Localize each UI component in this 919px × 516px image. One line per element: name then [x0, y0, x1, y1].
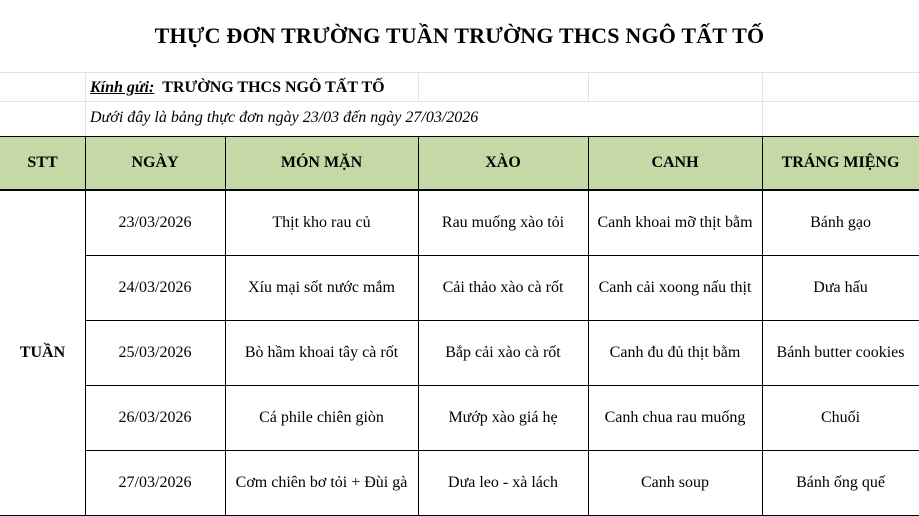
- stir-fry-cell: Mướp xào giá hẹ: [448, 408, 558, 426]
- dessert-cell: Bánh ống quế: [796, 473, 885, 491]
- table-border: [225, 136, 226, 515]
- stir-fry-cell: Cải thảo xào cà rốt: [442, 278, 564, 296]
- soup-cell: Canh cải xoong nấu thịt: [598, 278, 752, 296]
- main-dish-cell: Thịt kho rau củ: [272, 213, 371, 231]
- soup-cell: Canh soup: [641, 473, 709, 491]
- gridline: [762, 72, 763, 136]
- recipient-name: TRƯỜNG THCS NGÔ TẤT TỐ: [162, 79, 385, 96]
- gridline: [588, 72, 589, 101]
- date-cell: 23/03/2026: [118, 213, 192, 231]
- main-dish-cell: Xíu mại sốt nước mắm: [248, 278, 395, 296]
- table-border: [0, 189, 919, 191]
- table-border: [762, 136, 763, 515]
- recipient-label: Kính gửi:: [90, 79, 155, 96]
- stir-fry-cell: Rau muống xào tỏi: [441, 213, 565, 231]
- header-stir-fry: XÀO: [485, 154, 521, 171]
- stir-fry-cell: Bắp cải xào cà rốt: [445, 343, 561, 361]
- gridline: [0, 72, 919, 73]
- table-border: [85, 385, 919, 386]
- stir-fry-cell: Dưa leo - xà lách: [448, 473, 558, 491]
- header-dessert: TRÁNG MIỆNG: [781, 154, 900, 171]
- dessert-cell: Chuối: [820, 408, 861, 426]
- gridline: [85, 72, 86, 136]
- table-border: [0, 136, 919, 137]
- soup-cell: Canh khoai mỡ thịt bằm: [597, 213, 753, 231]
- date-cell: 27/03/2026: [118, 473, 192, 491]
- recipient-line: [90, 79, 385, 97]
- header-main-dish: MÓN MẶN: [280, 154, 363, 171]
- header-stt: STT: [27, 154, 58, 171]
- main-dish-cell: Cá phile chiên giòn: [259, 408, 384, 426]
- main-dish-cell: Cơm chiên bơ tỏi + Đùi gà: [235, 473, 408, 491]
- soup-cell: Canh chua rau muống: [604, 408, 746, 426]
- table-border: [85, 255, 919, 256]
- dessert-cell: Bánh butter cookies: [776, 343, 905, 361]
- table-border: [588, 136, 589, 515]
- header-date: NGÀY: [131, 154, 179, 171]
- date-cell: 25/03/2026: [118, 343, 192, 361]
- soup-cell: Canh đu đủ thịt bằm: [609, 343, 741, 361]
- main-dish-cell: Bò hầm khoai tây cà rốt: [244, 343, 399, 361]
- table-border: [85, 450, 919, 451]
- table-border: [85, 136, 86, 515]
- gridline: [0, 101, 919, 102]
- dessert-cell: Dưa hấu: [813, 278, 868, 296]
- header-soup: CANH: [651, 154, 699, 171]
- dessert-cell: Bánh gạo: [810, 213, 871, 231]
- table-border: [85, 320, 919, 321]
- date-cell: 26/03/2026: [118, 408, 192, 426]
- intro-text: Dưới đây là bảng thực đơn ngày 23/03 đến ngày 27/03/2026: [90, 109, 479, 126]
- date-cell: 24/03/2026: [118, 278, 192, 296]
- stt-week-cell: TUẦN: [19, 343, 66, 361]
- gridline: [418, 72, 419, 101]
- page-title: THỰC ĐƠN TRƯỜNG TUẦN TRƯỜNG THCS NGÔ TẤT TỐ: [154, 23, 765, 48]
- table-border: [418, 136, 419, 515]
